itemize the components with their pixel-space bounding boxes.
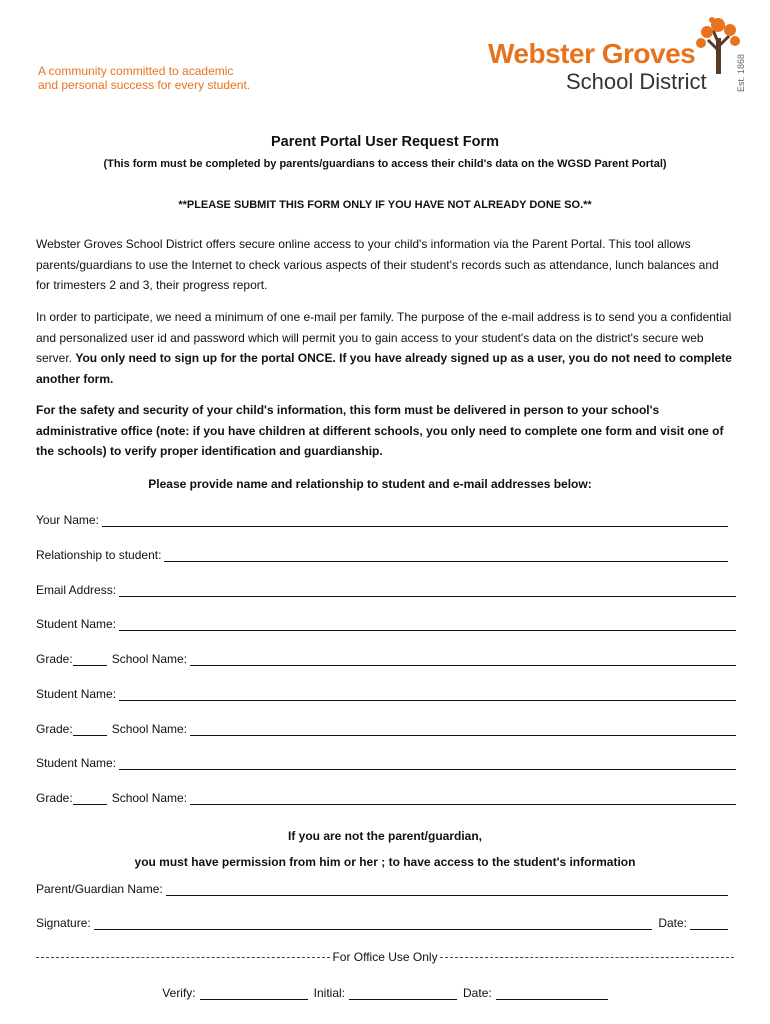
date-line[interactable] — [690, 915, 728, 930]
school-name-line[interactable] — [190, 651, 736, 666]
divider-left — [36, 957, 330, 958]
guardian-name-line[interactable] — [166, 881, 728, 896]
tagline-line-1: A community committed to academic — [38, 64, 234, 78]
school-name-line[interactable] — [190, 790, 736, 805]
district-logo — [488, 16, 750, 96]
district-tagline — [38, 64, 250, 92]
student-name-label: Student Name: — [36, 687, 117, 701]
school-name-line[interactable] — [190, 721, 736, 736]
grade-label: Grade: — [36, 791, 73, 805]
initial-label: Initial: — [313, 986, 346, 1000]
grade-school-row-2[interactable] — [36, 718, 736, 736]
not-parent-line-1: If you are not the parent/guardian, — [287, 829, 483, 843]
logo-name: Webster Groves — [488, 38, 696, 69]
date-label: Date: — [658, 916, 687, 930]
grade-line[interactable] — [73, 721, 107, 736]
fields-prompt: Please provide name and relationship to student and e-mail addresses below: — [148, 477, 592, 491]
email-field[interactable] — [36, 579, 736, 597]
initial-line[interactable] — [349, 985, 457, 1000]
school-name-label: School Name: — [111, 722, 188, 736]
grade-line[interactable] — [73, 651, 107, 666]
school-name-label: School Name: — [111, 791, 188, 805]
your-name-field[interactable] — [36, 509, 736, 527]
submit-notice: **PLEASE SUBMIT THIS FORM ONLY IF YOU HAVE NOT ALREADY DONE SO.** — [178, 199, 592, 211]
guardian-name-field[interactable] — [36, 878, 736, 896]
grade-label: Grade: — [36, 722, 73, 736]
student-name-label: Student Name: — [36, 617, 117, 631]
grade-label: Grade: — [36, 652, 73, 666]
grade-school-row-1[interactable] — [36, 648, 736, 666]
student-name-field-1[interactable] — [36, 613, 736, 631]
school-name-label: School Name: — [111, 652, 188, 666]
grade-school-row-3[interactable] — [36, 787, 736, 805]
form-title: Parent Portal User Request Form — [270, 134, 500, 150]
office-use-divider — [36, 949, 734, 965]
your-name-label: Your Name: — [36, 513, 99, 527]
signature-label: Signature: — [36, 916, 91, 930]
logo-subtitle: School District — [566, 69, 707, 94]
verify-line[interactable] — [200, 985, 308, 1000]
not-parent-notice — [0, 823, 770, 875]
intro-paragraph: Webster Groves School District offers secure online access to your child's information via the Parent Portal. This tool allows parents/guardians to use the Internet to check various aspects of their student's records such as attendance, lunch balances and for trimesters 2 and 3, their progress report. — [36, 237, 719, 292]
student-name-line[interactable] — [119, 616, 736, 631]
office-use-label: For Office Use Only — [332, 950, 438, 964]
divider-right — [440, 957, 734, 958]
verify-label: Verify: — [162, 986, 196, 1000]
safety-paragraph: For the safety and security of your child's information, this form must be delivered in person to your school's administrative office (note: if you have children at different schools, you only need to complete one form and visit one of the schools) to verify proper identification and guardianship. — [36, 403, 724, 458]
your-name-line[interactable] — [102, 512, 728, 527]
form-subtitle: (This form must be completed by parents/guardians to access their child's data on the WGSD Parent Portal) — [103, 158, 667, 170]
student-name-field-2[interactable] — [36, 683, 736, 701]
signature-line[interactable] — [94, 915, 653, 930]
logo-established: Est. 1868 — [736, 53, 746, 92]
signature-row[interactable] — [36, 912, 736, 930]
not-parent-line-2: you must have permission from him or her ; to have access to the student's information — [134, 855, 636, 869]
student-name-line[interactable] — [119, 686, 736, 701]
participation-paragraph — [36, 307, 736, 389]
participation-text: In order to participate, we need a minimum of one e-mail per family. The purpose of the e-mail address is to send you a confidential and personalized user id and password which will permit you to gain access to your student's data on the district's secure web server. — [36, 310, 732, 365]
grade-line[interactable] — [73, 790, 107, 805]
office-date-line[interactable] — [496, 985, 608, 1000]
office-date-label: Date: — [463, 986, 492, 1000]
office-verify-row[interactable] — [0, 982, 770, 1000]
email-line[interactable] — [119, 582, 736, 597]
participation-bold-text: You only need to sign up for the portal ONCE. If you have already signed up as a user, you do not need to complete another form. — [36, 351, 732, 386]
student-name-field-3[interactable] — [36, 752, 736, 770]
email-label: Email Address: — [36, 583, 117, 597]
relationship-label: Relationship to student: — [36, 548, 162, 562]
relationship-line[interactable] — [164, 547, 728, 562]
student-name-line[interactable] — [119, 755, 736, 770]
relationship-field[interactable] — [36, 544, 736, 562]
tagline-line-2: and personal success for every student. — [38, 78, 251, 92]
guardian-name-label: Parent/Guardian Name: — [36, 882, 163, 896]
student-name-label: Student Name: — [36, 756, 117, 770]
